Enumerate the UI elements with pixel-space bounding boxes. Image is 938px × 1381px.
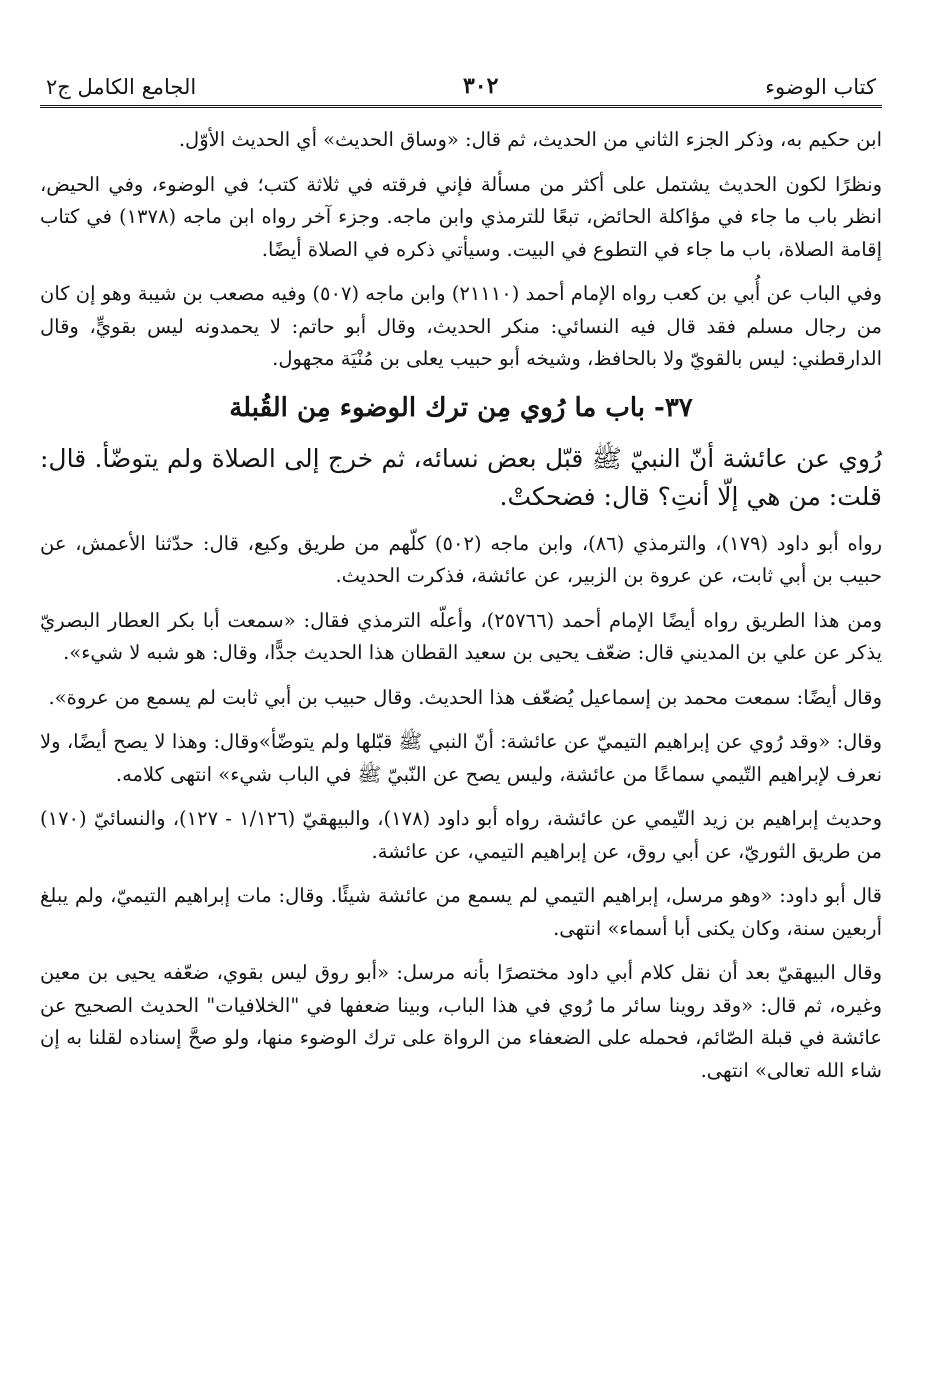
paragraph: قال أبو داود: «وهو مرسل، إبراهيم التيمي لم يسمع من عائشة شيئًا. وقال: مات إبراهيم التيميّ، ولم يبلغ أربعين سنة، وكان يكنى أبا أسماء» انتهى.	[40, 884, 882, 940]
paragraph: وقال أيضًا: سمعت محمد بن إسماعيل يُضعّف هذا الحديث. وقال حبيب بن أبي ثابت لم يسمع من عروة».	[48, 685, 882, 709]
page-header	[40, 62, 882, 108]
page-number: ٣٠٢	[462, 73, 499, 99]
book-page	[40, 62, 882, 1099]
chapter-title: ٣٧- باب ما رُوي مِن ترك الوضوء مِن القُبلة	[229, 392, 693, 423]
paragraph: وقال: «وقد رُوي عن إبراهيم التيميّ عن عائشة: أنّ النبي ﷺ قبّلها ولم يتوضّأ»وقال: وهذا لا يصح أيضًا، ولا نعرف لإبراهيم التّيمي سماعًا من عائشة، وليس يصح عن النّبيّ ﷺ في الباب شيء» انتهى كلامه.	[40, 730, 882, 786]
header-book-title: الجامع الكامل ج٢	[46, 75, 197, 99]
main-hadith-text: رُوي عن عائشة أنّ النبيّ ﷺ قبّل بعض نسائه، ثم خرج إلى الصلاة ولم يتوضّأ. قال: قلت: من هي إلّا أنتِ؟ قال: فضحكتْ.	[40, 443, 882, 511]
paragraph: رواه أبو داود (١٧٩)، والترمذي (٨٦)، وابن ماجه (٥٠٢) كلّهم من طريق وكيع، قال: حدّثنا الأعمش، عن حبيب بن أبي ثابت، عن عروة بن الزبير، عن عائشة، فذكرت الحديث.	[40, 531, 882, 587]
paragraph: وقال البيهقيّ بعد أن نقل كلام أبي داود مختصرًا بأنه مرسل: «أبو روق ليس بقوي، ضعّفه يحيى بن معين وغيره، ثم قال: «وقد روينا سائر ما رُوي في هذا الباب، وبينا ضعفها في "الخلافيات" الحديث الصحيح عن عائشة في قبلة الصّائم، فحمله على الضعفاء من الرواة على ترك الوضوء منها، ولو صحَّ إسناده لقلنا به إن شاء الله تعالى» انتهى.	[40, 961, 882, 1082]
page-body	[40, 124, 882, 1087]
paragraph: ومن هذا الطريق رواه أيضًا الإمام أحمد (٢٥٧٦٦)، وأعلّه الترمذي فقال: «سمعت أبا بكر العطار البصريّ يذكر عن علي بن المديني قال: ضعّف يحيى بن سعيد القطان هذا الحديث جدًّا، وقال: هو شبه لا شيء».	[40, 608, 882, 664]
paragraph: ونظرًا لكون الحديث يشتمل على أكثر من مسألة فإني فرقته في ثلاثة كتب؛ في الوضوء، وفي الحيض، انظر باب ما جاء في مؤاكلة الحائض، تبعًا للترمذي وابن ماجه. وجزء آخر رواه ابن ماجه (١٣٧٨) في كتاب إقامة الصلاة، باب ما جاء في التطوع في البيت. وسيأتي ذكره في الصلاة أيضًا.	[40, 172, 883, 261]
header-section-title: كتاب الوضوء	[765, 75, 876, 99]
paragraph: وحديث إبراهيم بن زيد التّيمي عن عائشة، رواه أبو داود (١٧٨)، والبيهقيّ (١/١٢٦ - ١٢٧)، والنسائيّ (١٧٠) من طريق الثوريّ، عن أبي روق، عن إبراهيم التيمي، عن عائشة.	[40, 807, 882, 863]
paragraph: ابن حكيم به، وذكر الجزء الثاني من الحديث، ثم قال: «وساق الحديث» أي الحديث الأوّل.	[178, 128, 882, 151]
paragraph: وفي الباب عن أُبي بن كعب رواه الإمام أحمد (٢١١١٠) وابن ماجه (٥٠٧) وفيه مصعب بن شيبة وهو إن كان من رجال مسلم فقد قال فيه النسائي: منكر الحديث، وقال أبو حاتم: لا يحمدونه ليس بقويٍّ، وقال الدارقطني: ليس بالقويّ ولا بالحافظ، وشيخه أبو حبيب يعلى بن مُنْيَة مجهول.	[40, 282, 883, 370]
